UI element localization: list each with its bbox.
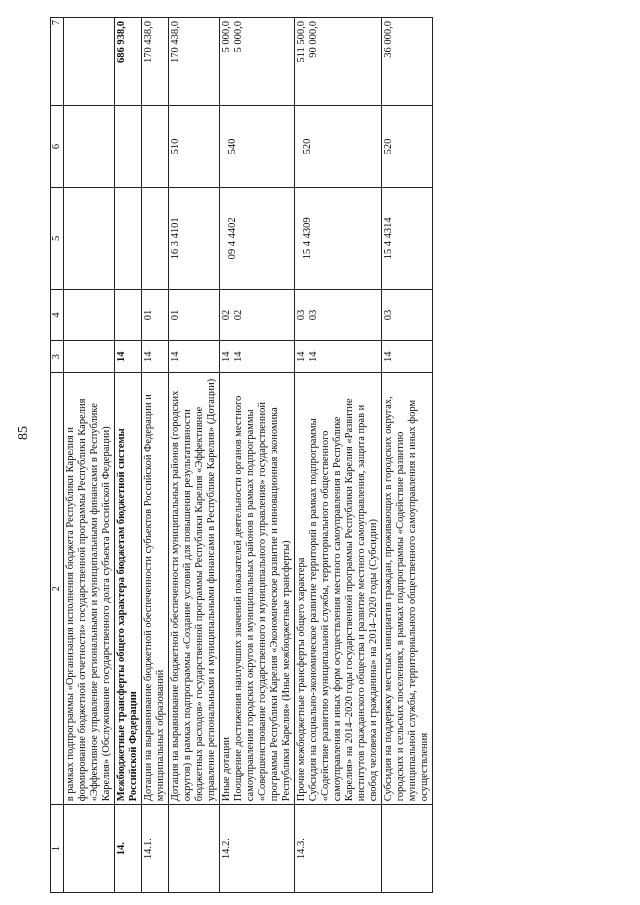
row-col4: 01 [142,289,169,341]
row-amount: 686 938,0 [115,18,142,106]
row-col3-value: 14 [296,351,307,363]
row-col5 [64,188,115,290]
row-col3: 14 [142,341,169,373]
table-row [295,18,382,893]
row-col4-value: 02 [233,309,244,321]
row-col6 [220,105,295,187]
row-col6 [295,105,382,187]
row-amount: 170 438,0 [142,18,169,106]
page-number: 85 [16,426,31,440]
header-col-6: 6 [51,105,64,187]
table-row [142,18,169,893]
row-description [295,373,382,805]
row-amount: 36 000,0 [382,18,433,106]
row-amount [295,18,382,106]
row-col3-value: 14 [308,351,319,363]
row-col3 [295,341,382,373]
row-number: 14. [115,805,142,893]
row-col5 [295,188,382,290]
header-row [51,18,64,893]
row-col3: 14 [115,341,142,373]
row-amount-value: 5 000,0 [221,21,232,53]
row-col4: 03 [382,289,433,341]
row-col5-value: 09 4 4402 [227,217,238,260]
row-col3: 14 [169,341,220,373]
row-description: Дотация на выравнивание бюджетной обеспеченности муниципальных районов (городских округов) в рамках подпрограммы «Создание условий для повышения результативности бюджетных расходов» государственной программы Республики Карелия «Эффективное управление региональными и муниципальными финансами в Республике Карелия» (Дотации) [169,373,220,805]
row-col4 [220,289,295,341]
row-amount: 170 438,0 [169,18,220,106]
row-description-detail: Поощрение достижения наилучших значений показателей деятельности органов местного самоуправления городских округов и муниципальных районов в рамках подпрограммы «Совершенствование государственного и муниципального управления» государственной программы Республики Карелия «Экономическое развитие и инновационная экономика Республики Карелия» (Иные межбюджетные трансферты) [233,395,292,802]
table-row [64,18,115,893]
row-col5 [220,188,295,290]
row-col4 [295,289,382,341]
row-col6 [64,105,115,187]
row-col3: 14 [382,341,433,373]
row-col4-value: 03 [296,309,307,321]
table-row [220,18,295,893]
row-description-title: Иные дотации [221,737,232,802]
row-number: 14.3. [295,805,382,893]
row-col4 [115,289,142,341]
row-col6: 510 [169,105,220,187]
row-number [64,805,115,893]
header-col-7: 7 [51,18,64,106]
row-col5-value: 15 4 4309 [302,217,313,260]
row-description-detail: Субсидия на социально-экономическое развитие территорий в рамках подпрограммы «Содействие развитию муниципальной службы, территориального общественного самоуправления и иных форм осуществления местного самоуправления в Республике Карелия» на 2014–2020 годы государственной программы Республики Карелия «Развитие институтов гражданского общества и развитие местного самоуправления, защита прав и свобод человека и гражданина» на 2014–2020 годы (Субсидии) [308,398,379,802]
row-amount-value: 5 000,0 [233,21,244,53]
row-amount [64,18,115,106]
row-col6 [142,105,169,187]
budget-table [50,17,433,893]
row-description-title: Прочие межбюджетные трансферты общего характера [296,557,307,802]
row-number: 14.1. [142,805,169,893]
row-col5: 15 4 4314 [382,188,433,290]
header-col-2: 2 [51,373,64,805]
table-row [169,18,220,893]
row-col4 [64,289,115,341]
row-amount-value: 90 000,0 [308,21,319,58]
header-col-1: 1 [51,805,64,893]
row-description: в рамках подпрограммы «Организация исполнения бюджета Республики Карелия и формирование бюджетной отчетности» государственной программы Республики Карелия «Эффективное управление региональными и муниципальными финансами в Республике Карелия» (Обслуживание государственного долга субъекта Российской Федерации) [64,373,115,805]
row-description [220,373,295,805]
row-col6-value: 520 [302,138,313,155]
table-row [382,18,433,893]
row-col4: 01 [169,289,220,341]
row-number: 14.2. [220,805,295,893]
row-col3 [64,341,115,373]
row-col6: 520 [382,105,433,187]
row-col6-value: 540 [227,138,238,155]
table-row [115,18,142,893]
header-col-5: 5 [51,188,64,290]
row-col5: 16 3 4101 [169,188,220,290]
row-amount [220,18,295,106]
row-col3-value: 14 [233,351,244,363]
row-col4-value: 03 [308,309,319,321]
header-col-3: 3 [51,341,64,373]
row-col3 [220,341,295,373]
row-description: Межбюджетные трансферты общего характера бюджетам бюджетной системы Российской Федерации [115,373,142,805]
row-description: Субсидия на поддержку местных инициатив граждан, проживающих в городских округах, городских и сельских поселениях, в рамках подпрограммы «Содействие развитию муниципальной службы, территориального общественного самоуправления и иных форм осуществления [382,373,433,805]
row-col3-value: 14 [221,351,232,363]
row-number [382,805,433,893]
row-amount-value: 511 500,0 [296,21,307,63]
row-description: Дотации на выравнивание бюджетной обеспеченности субъектов Российской Федерации и муниципальных образований [142,373,169,805]
header-col-4: 4 [51,289,64,341]
row-col4-value: 02 [221,309,232,321]
row-col5 [142,188,169,290]
row-number [169,805,220,893]
row-col5 [115,188,142,290]
row-col6 [115,105,142,187]
